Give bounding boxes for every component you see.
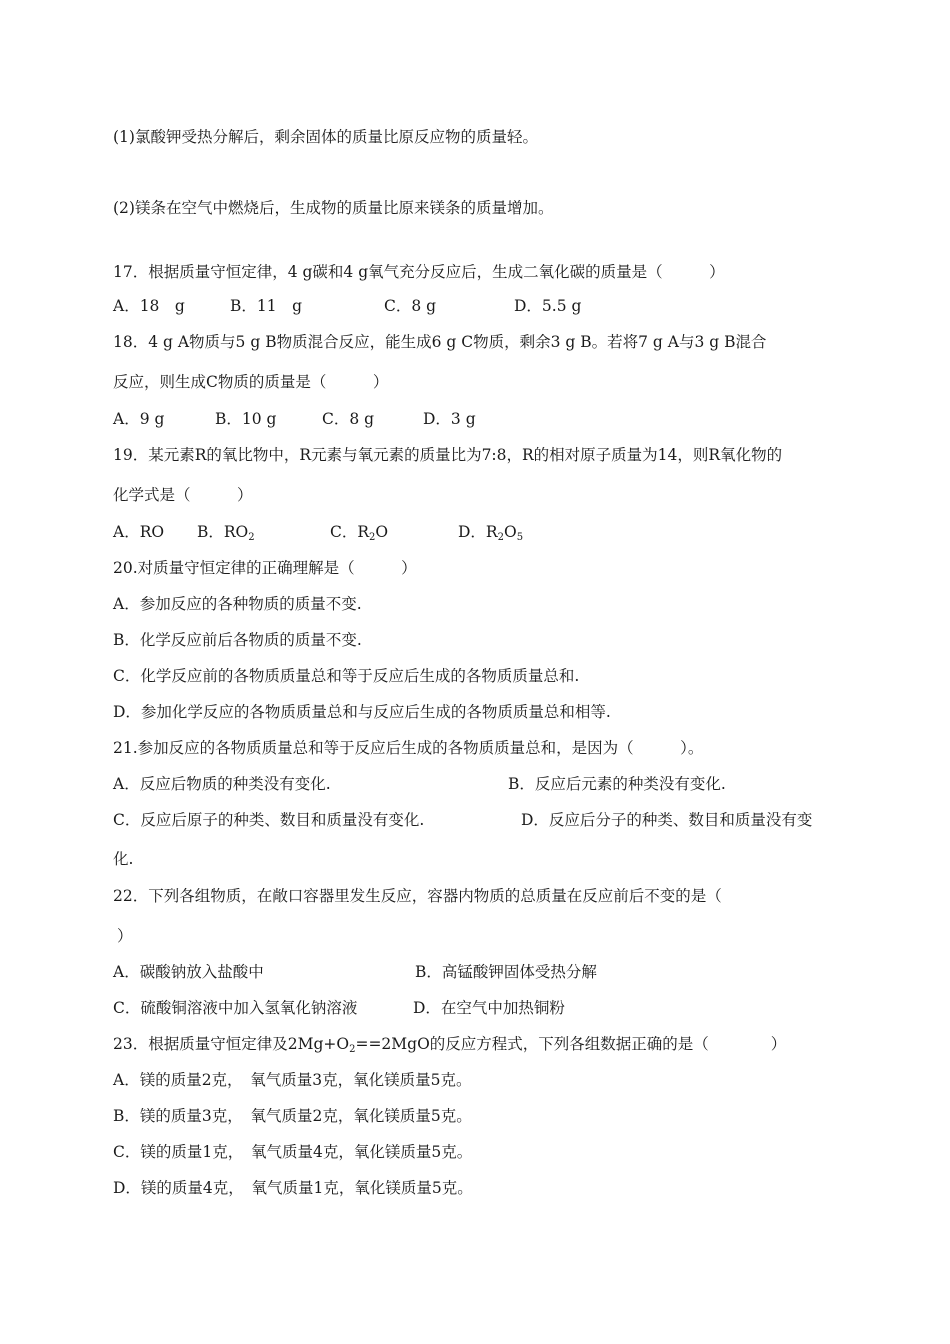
q23-option-b: B．镁的质量3克， 氧气质量2克，氧化镁质量5克。 (113, 1107, 472, 1125)
q21-option-d: D．反应后分子的种类、数目和质量没有变 (521, 811, 813, 829)
q22-stem-line2: ） (117, 927, 133, 945)
q20-stem: 20.对质量守恒定律的正确理解是（ ） (113, 559, 417, 577)
q19-option-a: A．RO (113, 523, 165, 541)
q19-option-b: B．$RO_2$ (197, 523, 255, 543)
q17-option-c: C．8 g (384, 297, 437, 315)
q17-option-b: B．11 g (230, 297, 303, 315)
q18-option-b: B．10 g (215, 410, 277, 428)
q22-option-b: B．高锰酸钾固体受热分解 (415, 963, 597, 981)
q18-stem-line1: 18．4 g A物质与5 g B物质混合反应，能生成6 g C物质，剩余3 g B。若将7 g A与3 g B混合 (113, 333, 767, 351)
intro-item-2: (2)镁条在空气中燃烧后，生成物的质量比原来镁条的质量增加。 (113, 199, 554, 217)
q23-option-a: A．镁的质量2克， 氧气质量3克，氧化镁质量5克。 (113, 1071, 472, 1089)
q19-stem-line2: 化学式是（ ） (113, 486, 253, 504)
q23-option-c: C．镁的质量1克， 氧气质量4克，氧化镁质量5克。 (113, 1143, 473, 1161)
q21-option-c: C．反应后原子的种类、数目和质量没有变化. (113, 811, 425, 829)
q19-stem-line1: 19．某元素R的氧比物中，R元素与氧元素的质量比为7:8，R的相对原子质量为14，则R氧化物的 (113, 446, 783, 464)
q17-option-a: A．18 g (113, 297, 185, 315)
q20-option-c: C．化学反应前的各物质质量总和等于反应后生成的各物质质量总和. (113, 667, 580, 685)
q17-stem: 17．根据质量守恒定律，4 g碳和4 g氧气充分反应后，生成二氧化碳的质量是（ ） (113, 263, 725, 281)
q21-stem: 21.参加反应的各物质质量总和等于反应后生成的各物质质量总和，是因为（ ）。 (113, 739, 704, 757)
intro-item-1: (1)氯酸钾受热分解后，剩余固体的质量比原反应物的质量轻。 (113, 128, 538, 146)
q22-option-a: A．碳酸钠放入盐酸中 (113, 963, 264, 981)
q23-stem: 23．根据质量守恒定律及$2Mg+O_2==2MgO$的反应方程式，下列各组数据正确的是（ ） (113, 1035, 787, 1055)
q21-option-b: B．反应后元素的种类没有变化. (508, 775, 726, 793)
q18-option-c: C．8 g (322, 410, 375, 428)
q20-option-a: A．参加反应的各种物质的质量不变. (113, 595, 362, 613)
q17-option-d: D．5.5 g (514, 297, 582, 315)
q19-option-c: C．$R_2O$ (330, 523, 389, 543)
q21-option-d-continued: 化. (113, 850, 134, 868)
q18-option-d: D．3 g (423, 410, 476, 428)
q18-stem-line2: 反应，则生成C物质的质量是（ ） (113, 373, 389, 391)
q21-option-a: A．反应后物质的种类没有变化. (113, 775, 331, 793)
q19-option-d: D．$R_2O_5$ (458, 523, 524, 543)
q22-option-c: C．硫酸铜溶液中加入氢氧化钠溶液 (113, 999, 358, 1017)
q22-option-d: D．在空气中加热铜粉 (413, 999, 565, 1017)
q20-option-b: B．化学反应前后各物质的质量不变. (113, 631, 362, 649)
q20-option-d: D．参加化学反应的各物质质量总和与反应后生成的各物质质量总和相等. (113, 703, 611, 721)
q22-stem-line1: 22．下列各组物质，在敞口容器里发生反应，容器内物质的总质量在反应前后不变的是（ (113, 887, 722, 905)
q23-option-d: D．镁的质量4克， 氧气质量1克，氧化镁质量5克。 (113, 1179, 473, 1197)
q18-option-a: A．9 g (113, 410, 165, 428)
